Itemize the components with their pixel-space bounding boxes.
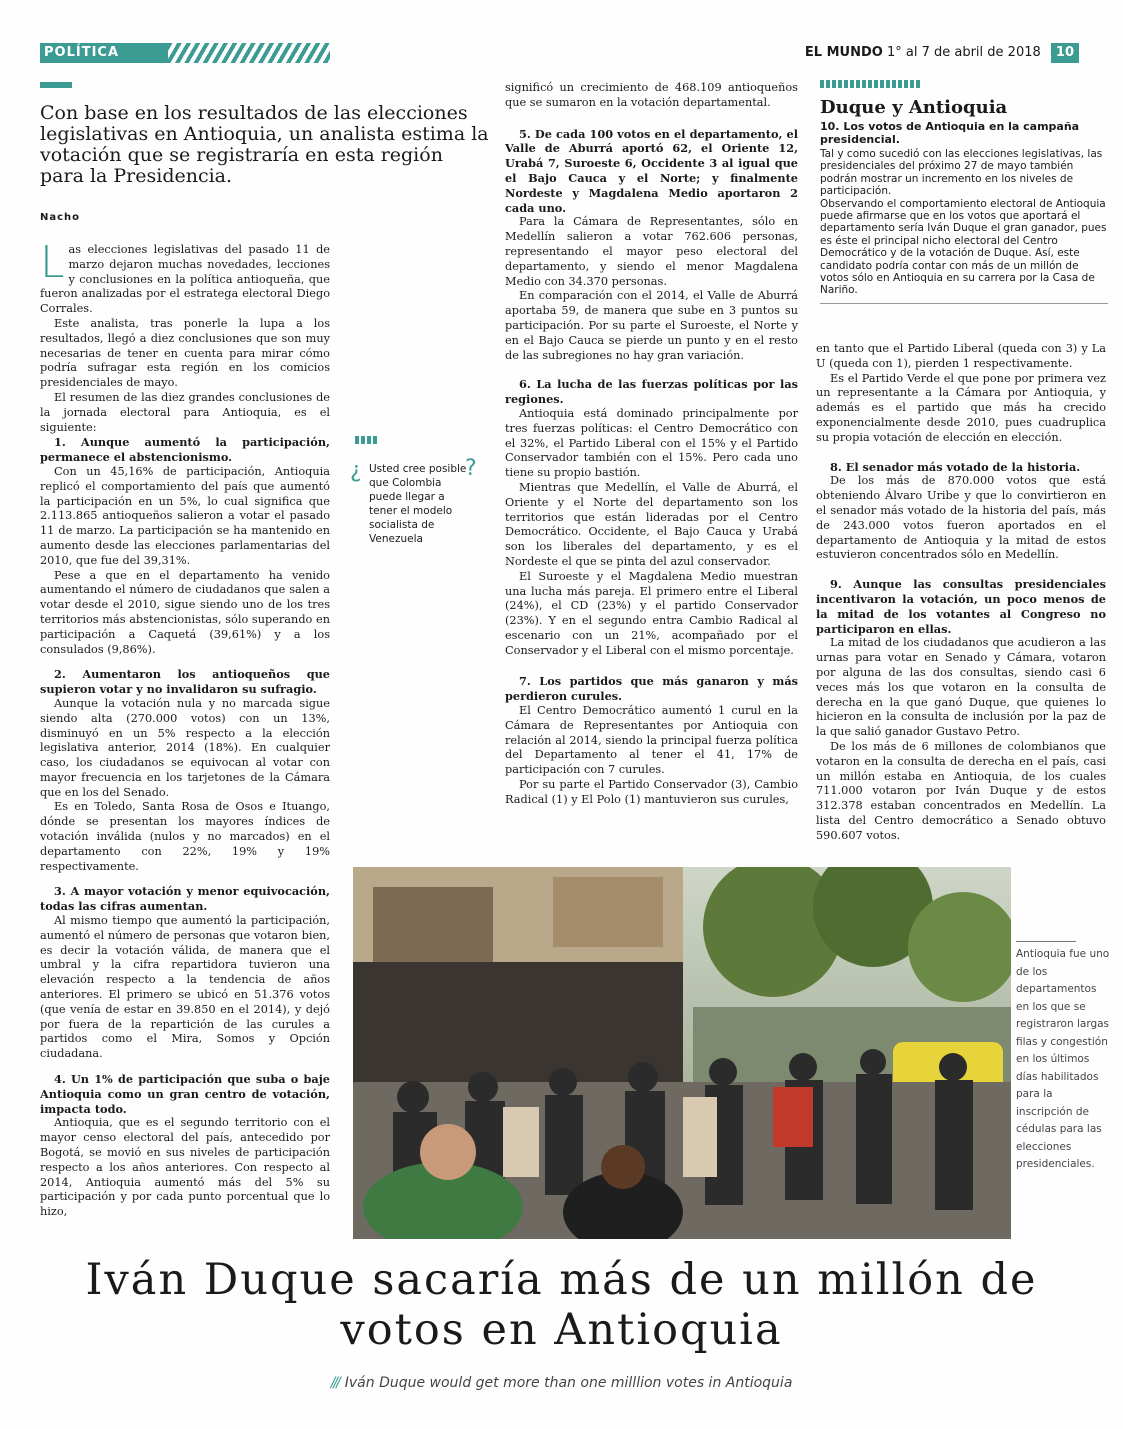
subheadline: /// Iván Duque would get more than one milllion votes in Antioquia xyxy=(330,1375,793,1391)
paragraph: Al mismo tiempo que aumentó la participación, aumentó el número de personas que votaron bien, es decir la votación válida, de manera que el umbral y la cifra repartidora tuvieron una elevación respecto a la tendencia de años anteriores. El primero se ubicó en 51.376 votos (que venía de estar en 39.850 en el 2014), y dejó por fuera de la repartición de las curules a partidos como el Mira, Somos y Opción ciudadana. xyxy=(40,914,330,1061)
poll-question-box xyxy=(350,436,480,546)
article-column-3 xyxy=(816,342,1106,844)
sidebar-divider xyxy=(820,303,1108,304)
section-label xyxy=(40,43,330,63)
question-open-icon: ¿ xyxy=(350,458,362,483)
section-heading: 9. Aunque las consultas presidenciales incentivaron la votación, un poco menos de la mitad de los votantes al Congreso no participaron en ellas. xyxy=(816,577,1106,636)
paragraph: Mientras que Medellín, el Valle de Aburrá, el Oriente y el Norte del departamento son los territorios que están lideradas por el Centro Democrático. Occidente, el Bajo Cauca y Urabá son los liberales del departamento, y es el Nordeste el que se pinta del azul conservador. xyxy=(505,480,798,568)
sidebar-title: Duque y Antioquia xyxy=(820,97,1008,118)
publication-name: EL MUNDO xyxy=(804,45,883,60)
paragraph: Es en Toledo, Santa Rosa de Osos e Ituango, dónde se presentan los mayores índices de votación inválida (nulos y no marcados) en el departamento con 22%, 19% y 19% respectivamente. xyxy=(40,800,330,873)
section-heading: 1. Aunque aumentó la participación, permanece el abstencionismo. xyxy=(40,435,330,465)
issue-date: 1° al 7 de abril de 2018 xyxy=(886,45,1041,60)
article-column-2 xyxy=(505,81,798,808)
sidebar-stripes xyxy=(820,80,920,88)
lead-paragraph: Con base en los resultados de las elecciones legislativas en Antioquia, un analista estima la votación que se registraría en esta región para la Presidencia. xyxy=(40,102,489,187)
sidebar-subtitle: 10. Los votos de Antioquia en la campaña presidencial. xyxy=(820,120,1080,146)
paragraph: Aunque la votación nula y no marcada sigue siendo alta (270.000 votos) con un 13%, disminuyó en un 5% respecto a la elección legislativa anterior, 2014 (18%). En cualquier caso, los ciudadanos se equivocan al votar con mayor frecuencia en los tarjetones de la Cámara que en los del Senado. xyxy=(40,696,330,799)
paragraph: De los más de 870.000 votos que está obteniendo Álvaro Uribe y que lo convirtieron en el senador más votado de la historia del país, más de 243.000 votos fueron aportados en el departamento de Antioquia y la mitad de estos estuvieron concentrados sólo en Medellín. xyxy=(816,474,1106,562)
byline: Nacho xyxy=(40,212,81,223)
section-heading: 7. Los partidos que más ganaron y más perdieron curules. xyxy=(505,674,798,704)
paragraph: En comparación con el 2014, el Valle de Aburrá aportaba 59, de manera que sube en 3 puntos su participación. Por su parte el Suroeste, el Norte y en el Bajo Cauca se pierde un punto y en el resto de las subregiones no hay gran variación. xyxy=(505,289,798,362)
section-heading: 2. Aumentaron los antioqueños que supieron votar y no invalidaron su sufragio. xyxy=(40,667,330,697)
section-heading: 5. De cada 100 votos en el departamento, el Valle de Aburrá aportó 62, el Oriente 12, Urabá 7, Suroeste 6, Occidente 3 al igual que el Bajo Cauca y el Norte; y finalmente Nordeste y Magdalena Medio aportaron 2 cada uno. xyxy=(505,126,798,215)
caption-rule xyxy=(1016,941,1076,942)
poll-bars-icon xyxy=(355,436,379,444)
paragraph: El resumen de las diez grandes conclusiones de la jornada electoral para Antioquia, es el siguiente: xyxy=(40,390,330,434)
sidebar-paragraph: Tal y como sucedió con las elecciones legislativas, las presidenciales del próximo 27 de mayo también podrán mostrar un incremento en los niveles de participación. xyxy=(820,148,1103,198)
paragraph: La mitad de los ciudadanos que acudieron a las urnas para votar en Senado y Cámara, votaron por alguna de las dos consultas, siendo casi 6 veces más los que votaron en la consulta de derecha en la que ganó Duque, que quienes lo hicieron en la consulta de inclusión por la paz de la que salió ganador Gustavo Petro. xyxy=(816,636,1106,739)
paragraph: Por su parte el Partido Conservador (3), Cambio Radical (1) y El Polo (1) mantuvieron sus curules, xyxy=(505,778,798,806)
paragraph: Pese a que en el departamento ha venido aumentando el número de ciudadanos que salen a votar desde el 2010, sigue siendo uno de los tres territorios más abstencionistas, sólo superando en participación a Caquetá (39,61%) y a los consulados (9,86%). xyxy=(40,568,330,656)
paragraph: El Suroeste y el Magdalena Medio muestran una lucha más pareja. El primero entre el Liberal (24%), el CD (23%) y el partido Conservador (23%). Y en el segundo entra Cambio Radical al escenario con un 21%, acompañado por el Conservador y el Liberal con el mismo porcentaje. xyxy=(505,569,798,657)
paragraph: De los más de 6 millones de colombianos que votaron en la consulta de derecha en el país, casi un millón estaba en Antioquia, de los cuales 711.000 votaron por Iván Duque y de estos 312.378 estaban concentrados en Medellín. La lista del Centro democrático a Senado obtuvo 590.607 votos. xyxy=(816,739,1106,842)
section-heading: 3. A mayor votación y menor equivocación, todas las cifras aumentan. xyxy=(40,884,330,914)
intro-paragraph: Las elecciones legislativas del pasado 11 de marzo dejaron muchas novedades, lecciones y conclusiones en la política antioqueña, que fueron analizadas por el estratega electoral Diego Corrales. xyxy=(40,237,330,316)
section-stripes xyxy=(168,43,330,63)
paragraph: significó un crecimiento de 468.109 antioqueños que se sumaron en la votación departamental. xyxy=(505,81,798,109)
crowd-photo-illustration xyxy=(353,867,1011,1239)
section-heading: 6. La lucha de las fuerzas políticas por las regiones. xyxy=(505,377,798,407)
slash-ornament-icon: /// xyxy=(330,1375,339,1391)
headline: Iván Duque sacaría más de un millón de votos en Antioquia xyxy=(85,1255,1038,1355)
news-photo xyxy=(353,867,1011,1239)
sidebar-paragraph: Observando el comportamiento electoral de Antioquia puede afirmarse que en los votos que aportará el departamento sería Iván Duque el gran ganador, pues es éste el principal nicho electoral del Centro Democrático y de la votación de Duque. Así, este candidato podría contar con más de un millón de votos sólo en Antioquia en su carrera por la Casa de Nariño. xyxy=(820,197,1107,297)
poll-question: Usted cree posible que Colombia puede llegar a tener el modelo socialista de Venezuela xyxy=(369,463,467,545)
paragraph: Este analista, tras ponerle la lupa a los resultados, llegó a diez conclusiones que son muy necesarias de tener en cuenta para mirar cómo podría sufragar esta región en los comicios presidenciales de mayo. xyxy=(40,316,330,390)
paragraph: Es el Partido Verde el que pone por primera vez un representante a la Cámara por Antioquia, y además es el partido que más ha crecido exponencialmente desde 2010, pues cuadruplica su propia votación de elección en elección. xyxy=(816,371,1106,444)
accent-bar xyxy=(40,82,72,88)
question-close-icon: ? xyxy=(465,456,477,481)
paragraph: Antioquia está dominado principalmente por tres fuerzas políticas: el Centro Democrático con el 32%, el Partido Liberal con el 15% y el Partido Conservador también con el 15%. Pero cada uno tiene su propio bastión. xyxy=(505,406,798,480)
paragraph: Para la Cámara de Representantes, sólo en Medellín salieron a votar 762.606 personas, representando el mayor peso electoral del departamento, y siendo el menor Magdalena Medio con 34.370 personas. xyxy=(505,215,798,288)
paragraph: en tanto que el Partido Liberal (queda con 3) y La U (queda con 1), pierden 1 respectivamente. xyxy=(816,342,1106,370)
drop-cap: L xyxy=(40,237,65,288)
page-number: 10 xyxy=(1051,43,1079,63)
caption-text: Antioquia fue uno de los departamentos en los que se registraron largas filas y congestión en los últimos días habilitados para la inscripción de cédulas para las elecciones presidenciales. xyxy=(1016,948,1110,1170)
section-heading: 8. El senador más votado de la historia. xyxy=(830,459,1081,474)
paragraph: El Centro Democrático aumentó 1 curul en la Cámara de Representantes por Antioquia con relación al 2014, siendo la principal fuerza política del Departamento al tener el 41, 17% de participación con 7 curules. xyxy=(505,704,798,777)
paragraph: Con un 45,16% de participación, Antioquia replicó el comportamiento del país que aumentó la participación en un 5%, lo cual significa que 2.113.865 antioqueños salieron a votar el pasado 11 de marzo. La participación se ha mantenido en aumento desde las elecciones parlamentarias del 2010, que fue del 39,31%. xyxy=(40,464,330,567)
page-header xyxy=(805,43,1079,63)
section-heading: 4. Un 1% de participación que suba o baje Antioquia como un gran centro de votación, impacta todo. xyxy=(40,1072,330,1116)
photo-caption xyxy=(1016,941,1112,1174)
section-tag: POLÍTICA xyxy=(40,43,168,63)
paragraph: Antioquia, que es el segundo territorio con el mayor censo electoral del país, antecedido por Bogotá, se movió en sus niveles de participación respecto a los años anteriores. Con respecto al 2014, Antioquia aumentó más del 5% su participación y por cada punto porcentual que lo hizo, xyxy=(40,1116,330,1219)
article-column-1 xyxy=(40,237,330,1220)
sidebar-box xyxy=(820,80,1108,304)
